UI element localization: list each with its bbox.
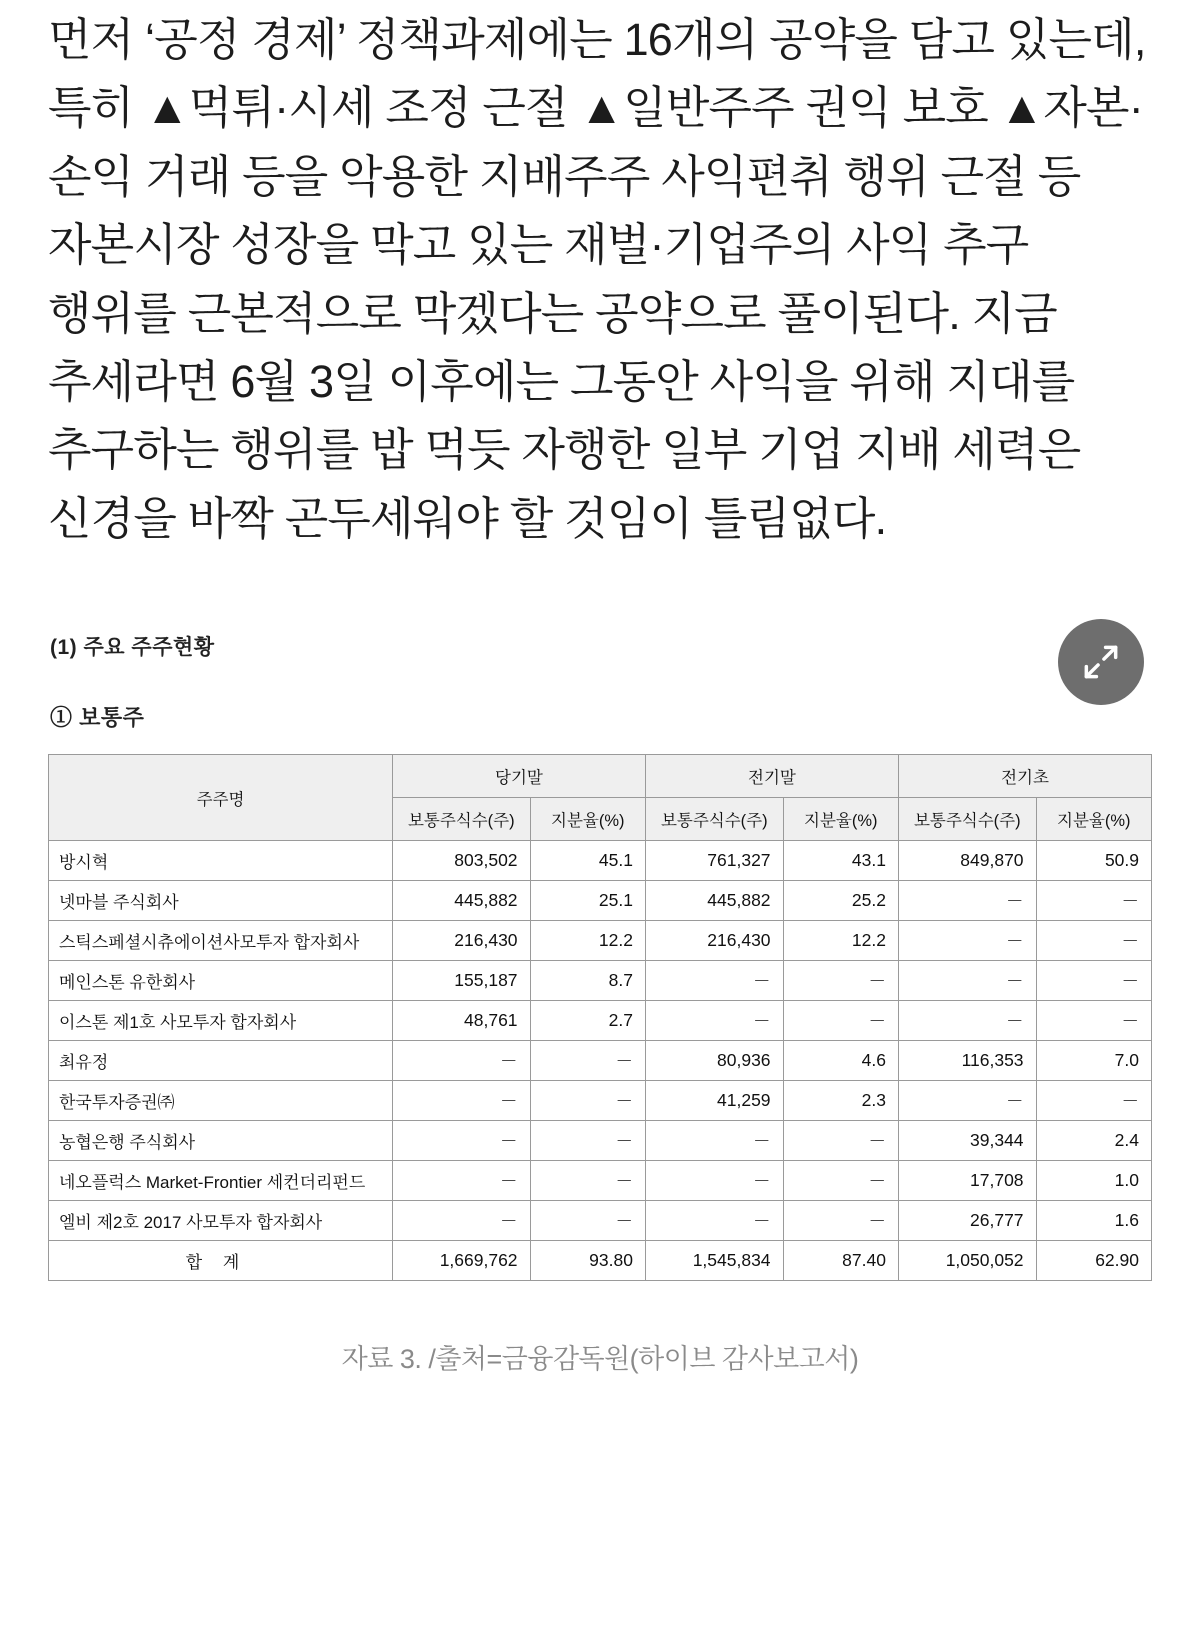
cell-preve-ratio: 4.6 xyxy=(783,1041,898,1081)
cell-name: 이스톤 제1호 사모투자 합자회사 xyxy=(49,1001,393,1041)
cell-current-shares: － xyxy=(392,1161,530,1201)
cell-preve-ratio: － xyxy=(783,961,898,1001)
column-group-prev-end: 전기말 xyxy=(645,755,898,798)
table-body xyxy=(49,841,1152,1281)
cell-preve-shares: 761,327 xyxy=(645,841,783,881)
cell-current-shares: － xyxy=(392,1081,530,1121)
expand-arrows-icon xyxy=(1079,640,1123,684)
cell-name: 메인스톤 유한회사 xyxy=(49,961,393,1001)
column-header-preve-shares: 보통주식수(주) xyxy=(645,798,783,841)
cell-current-shares: 445,882 xyxy=(392,881,530,921)
cell-name: 네오플럭스 Market-Frontier 세컨더리펀드 xyxy=(49,1161,393,1201)
cell-preve-shares: － xyxy=(645,1121,783,1161)
cell-current-shares: 216,430 xyxy=(392,921,530,961)
cell-preve-shares: － xyxy=(645,1001,783,1041)
article-paragraph: 먼저 ‘공정 경제’ 정책과제에는 16개의 공약을 담고 있는데, 특히 ▲먹튀·시세 조정 근절 ▲일반주주 권익 보호 ▲자본·손익 거래 등을 악용한 지배주주 사익편취 행위 근절 등 자본시장 성장을 막고 있는 재벌·기업주의 사익 추구 행위를 근본적으로 막겠다는 공약으로 풀이된다. 지금 추세라면 6월 3일 이후에는 그동안 사익을 위해 지대를 추구하는 행위를 밥 먹듯 자행한 일부 기업 지배 세력은 신경을 바짝 곤두세워야 할 것임이 틀림없다. xyxy=(48,14,1146,544)
cell-name: 엘비 제2호 2017 사모투자 합자회사 xyxy=(49,1201,393,1241)
cell-preve-shares: － xyxy=(645,961,783,1001)
column-header-prevb-shares: 보통주식수(주) xyxy=(898,798,1036,841)
cell-prevb-ratio: 1.6 xyxy=(1036,1201,1151,1241)
cell-total-label: 합 계 xyxy=(49,1241,393,1281)
cell-total-current-ratio: 93.80 xyxy=(530,1241,645,1281)
cell-prevb-ratio: － xyxy=(1036,1081,1151,1121)
cell-prevb-shares: － xyxy=(898,961,1036,1001)
article-body xyxy=(48,0,1152,553)
table-row xyxy=(49,921,1152,961)
column-header-preve-ratio: 지분율(%) xyxy=(783,798,898,841)
cell-total-preve-ratio: 87.40 xyxy=(783,1241,898,1281)
cell-current-ratio: 8.7 xyxy=(530,961,645,1001)
cell-name: 농협은행 주식회사 xyxy=(49,1121,393,1161)
cell-prevb-shares: 39,344 xyxy=(898,1121,1036,1161)
cell-total-prevb-shares: 1,050,052 xyxy=(898,1241,1036,1281)
source-caption: 자료 3. /출처=금융감독원(하이브 감사보고서) xyxy=(341,1344,859,1375)
table-total-row xyxy=(49,1241,1152,1281)
column-group-current: 당기말 xyxy=(392,755,645,798)
cell-prevb-shares: － xyxy=(898,881,1036,921)
figure-heading-2: ① 보통주 xyxy=(50,705,145,731)
cell-current-ratio: 25.1 xyxy=(530,881,645,921)
cell-current-ratio: 2.7 xyxy=(530,1001,645,1041)
cell-current-shares: － xyxy=(392,1041,530,1081)
cell-current-shares: 155,187 xyxy=(392,961,530,1001)
cell-current-shares: 803,502 xyxy=(392,841,530,881)
cell-prevb-ratio: 7.0 xyxy=(1036,1041,1151,1081)
column-header-prevb-ratio: 지분율(%) xyxy=(1036,798,1151,841)
cell-prevb-ratio: 50.9 xyxy=(1036,841,1151,881)
cell-prevb-shares: 17,708 xyxy=(898,1161,1036,1201)
table-row xyxy=(49,961,1152,1001)
table-row xyxy=(49,841,1152,881)
cell-preve-ratio: 12.2 xyxy=(783,921,898,961)
cell-preve-shares: 216,430 xyxy=(645,921,783,961)
cell-preve-shares: 80,936 xyxy=(645,1041,783,1081)
cell-total-prevb-ratio: 62.90 xyxy=(1036,1241,1151,1281)
cell-current-ratio: － xyxy=(530,1081,645,1121)
table-row xyxy=(49,881,1152,921)
cell-prevb-ratio: － xyxy=(1036,881,1151,921)
cell-preve-ratio: 25.2 xyxy=(783,881,898,921)
cell-prevb-shares: － xyxy=(898,1081,1036,1121)
cell-current-shares: － xyxy=(392,1201,530,1241)
cell-prevb-ratio: － xyxy=(1036,961,1151,1001)
cell-preve-shares: 41,259 xyxy=(645,1081,783,1121)
cell-prevb-ratio: － xyxy=(1036,1001,1151,1041)
table-row xyxy=(49,1001,1152,1041)
cell-preve-shares: － xyxy=(645,1161,783,1201)
cell-prevb-shares: 849,870 xyxy=(898,841,1036,881)
cell-preve-ratio: － xyxy=(783,1161,898,1201)
table-row xyxy=(49,1041,1152,1081)
cell-prevb-shares: 26,777 xyxy=(898,1201,1036,1241)
cell-current-ratio: － xyxy=(530,1161,645,1201)
cell-preve-ratio: － xyxy=(783,1201,898,1241)
cell-name: 최유정 xyxy=(49,1041,393,1081)
cell-current-shares: 48,761 xyxy=(392,1001,530,1041)
cell-current-shares: － xyxy=(392,1121,530,1161)
table-header xyxy=(49,755,1152,841)
column-header-current-shares: 보통주식수(주) xyxy=(392,798,530,841)
cell-current-ratio: － xyxy=(530,1201,645,1241)
cell-name: 방시혁 xyxy=(49,841,393,881)
figure-block xyxy=(48,631,1152,1416)
cell-name: 한국투자증권㈜ xyxy=(49,1081,393,1121)
figure-heading-1: (1) 주요 주주현황 xyxy=(50,636,215,660)
column-header-current-ratio: 지분율(%) xyxy=(530,798,645,841)
cell-prevb-ratio: － xyxy=(1036,921,1151,961)
cell-prevb-ratio: 1.0 xyxy=(1036,1161,1151,1201)
cell-current-ratio: － xyxy=(530,1041,645,1081)
cell-preve-ratio: 43.1 xyxy=(783,841,898,881)
cell-prevb-shares: － xyxy=(898,921,1036,961)
table-row xyxy=(49,1121,1152,1161)
table-row xyxy=(49,1161,1152,1201)
cell-total-preve-shares: 1,545,834 xyxy=(645,1241,783,1281)
cell-prevb-shares: 116,353 xyxy=(898,1041,1036,1081)
cell-preve-ratio: － xyxy=(783,1121,898,1161)
cell-current-ratio: 45.1 xyxy=(530,841,645,881)
cell-preve-ratio: 2.3 xyxy=(783,1081,898,1121)
cell-current-ratio: － xyxy=(530,1121,645,1161)
cell-preve-shares: － xyxy=(645,1201,783,1241)
table-row xyxy=(49,1201,1152,1241)
cell-preve-ratio: － xyxy=(783,1001,898,1041)
cell-name: 넷마블 주식회사 xyxy=(49,881,393,921)
table-row xyxy=(49,1081,1152,1121)
shareholders-table xyxy=(48,754,1152,1281)
cell-current-ratio: 12.2 xyxy=(530,921,645,961)
expand-icon-button[interactable] xyxy=(1058,619,1144,705)
cell-prevb-shares: － xyxy=(898,1001,1036,1041)
cell-preve-shares: 445,882 xyxy=(645,881,783,921)
table-header-row-groups xyxy=(49,755,1152,798)
cell-prevb-ratio: 2.4 xyxy=(1036,1121,1151,1161)
column-group-prev-begin: 전기초 xyxy=(898,755,1151,798)
column-header-name: 주주명 xyxy=(49,755,393,841)
cell-name: 스틱스페셜시츄에이션사모투자 합자회사 xyxy=(49,921,393,961)
cell-total-current-shares: 1,669,762 xyxy=(392,1241,530,1281)
